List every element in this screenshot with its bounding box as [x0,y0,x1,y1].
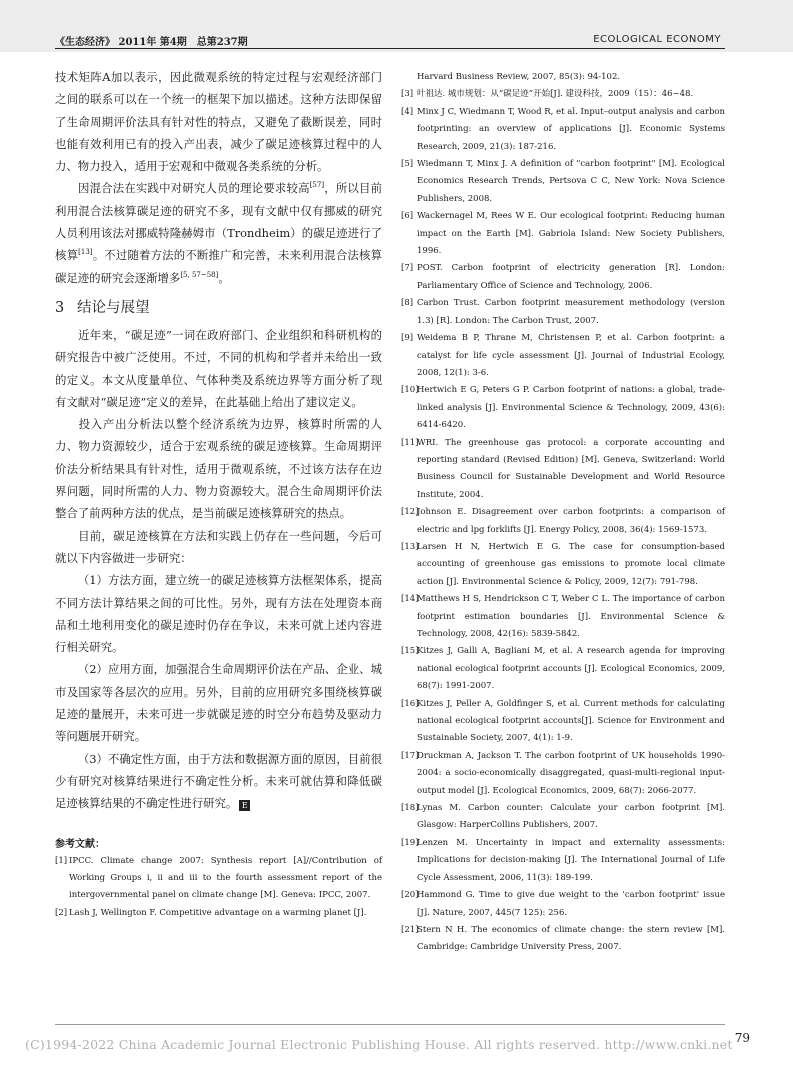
reference-text: Wackernagel M, Rees W E. Our ecological footprint: Reducing human impact on the Earth [M]. Gabriola Island: New Society Publishers, 1996. [417,211,725,257]
footer-rule [55,1024,725,1025]
reference-text: Larsen H N, Hertwich E G. The case for consumption-based accounting of greenhouse gas emissions to promote local climate action [J]. Environmental Science & Policy, 2009, 12(7): 791-798. [417,541,725,587]
references-list-right [401,86,725,956]
reference-number: [8] [401,298,414,309]
left-column [55,66,382,922]
reference-item [401,643,725,695]
reference-text: Weidema B P, Thrane M, Christensen P, et al. Carbon footprint: a catalyst for life cycle assessment [J]. Journal of Industrial Ecology, 2008, 12(1): 3-6. [417,333,725,378]
reference-number: [17] [401,750,419,761]
reference-number: [14] [401,594,419,605]
reference-item [401,922,725,957]
paragraph-7: （2）应用方面，加强混合生命周期评价法在产品、企业、城市及国家等各层次的应用。另外，目前的应用研究多围绕核算碳足迹的量展开，未来可进一步就碳足迹的时空分布趋势及驱动力等问题展开研究。 [55,662,382,744]
reference-number: [11] [401,437,419,448]
reference-number: [12] [401,507,419,518]
reference-item [401,748,725,800]
reference-text: Carbon Trust. Carbon footprint measurement methodology (version 1.3) [R]. London: The Carbon Trust, 2007. [417,298,725,326]
reference-text: WRI. The greenhouse gas protocol: a corporate accounting and reporting standard (Revised Edition) [M]. Geneva, Switzerland: World Business Council for Sustainable Development and World Resource Institute, 2004. [417,437,725,500]
end-mark-icon: E [239,800,250,811]
reference-number: [4] [401,106,414,117]
reference-item [401,156,725,208]
reference-number: [10] [401,385,419,396]
reference-continuation: Harvard Business Review, 2007, 85(3): 94-102. [417,72,621,82]
reference-text: IPCC. Climate change 2007: Synthesis report [A]//Contribution of Working Groups i, ii and iii to the fourth assessment report of the intergovernmental panel on climate change [M]. Geneva: IPCC, 2007. [69,855,382,901]
citation: [13] [78,248,93,257]
reference-item [55,905,382,922]
section-heading [55,297,382,319]
reference-number: [7] [401,263,414,274]
reference-number: [13] [401,541,419,552]
reference-text: Minx J C, Wiedmann T, Wood R, et al. Input–output analysis and carbon footprinting: an overview of applications [J]. Economic Systems Research, 2009, 21(3): 187-216. [417,106,725,152]
reference-number: [16] [401,698,419,709]
reference-text: Lenzen M. Uncertainty in impact and externality assessments: Implications for decision-making [J]. The International Journal of Life Cycle Assessment, 2006, 11(3): 189-199. [417,837,725,883]
reference-text: Hertwich E G, Peters G P. Carbon footprint of nations: a global, trade-linked analysis [J]. Environmental Science & Technology, 2009, 43(6): 6414-6420. [417,385,725,431]
reference-number: [5] [401,159,414,170]
reference-text: Johnson E. Disagreement over carbon footprints: a comparison of electric and lpg forklifts [J]. Energy Policy, 2008, 36(4): 1569-1573. [417,507,725,535]
reference-text: Kitzes J, Peller A, Goldfinger S, et al. Current methods for calculating national ecological footprint accounts[J]. Science for Environment and Sustainable Society, 2007, 4(1): 1-9. [417,698,725,744]
citation: [5, 57~58] [180,270,219,279]
reference-number: [21] [401,924,419,935]
reference-text: Kitzes J, Galli A, Bagliani M, et al. A research agenda for improving national ecological footprint accounts [J]. Ecological Economics, 2009, 68(7): 1991-2007. [417,646,725,692]
paragraph-6: （1）方法方面，建立统一的碳足迹核算方法框架体系，提高不同方法计算结果之间的可比性。另外，现有方法在处理资本商品和土地利用变化的碳足迹时仍存在争议，未来可就上述内容进行相关研究。 [55,573,382,655]
reference-item [401,382,725,434]
reference-text: Stern N H. The economics of climate change: the stern review [M]. Cambridge: Cambridge University Press, 2007. [417,924,725,953]
reference-item [401,260,725,295]
reference-text: Wiedmann T, Minx J. A definition of "carbon footprint" [M]. Ecological Economics Research Trends, Pertsova C C, New York: Nova Science Publishers, 2008. [417,159,725,204]
header-rule [55,48,725,49]
reference-text: 叶祖达. 城市规划：从“碳足迹”开始[J]. 建设科技，2009（15）：46~48. [417,89,694,100]
reference-item [401,504,725,539]
reference-text: POST. Carbon footprint of electricity generation [R]. London: Parliamentary Office of Science and Technology, 2006. [417,263,725,291]
page-number: 79 [734,1031,750,1045]
reference-number: [2] [55,907,68,918]
reference-item [401,800,725,835]
references-list-left [55,853,382,923]
reference-item [401,591,725,643]
reference-item [401,104,725,156]
reference-item [401,887,725,922]
paragraph-5: 目前，碳足迹核算在方法和实践上仍存在一些问题，今后可就以下内容做进一步研究： [55,528,382,565]
citation: [57] [309,181,325,190]
reference-text: Druckman A, Jackson T. The carbon footprint of UK households 1990-2004: a socio-economically disaggregated, quasi-multi-regional input-output model [J]. Ecological Economics, 2009, 68(7): 2066-2077. [417,750,725,796]
journal-issue: 《生态经济》 2011年 第4期 总第237期 [55,37,248,48]
reference-text: Lash J, Wellington F. Competitive advantage on a warming planet [J]. [69,907,367,918]
section-number: 3 [55,299,65,316]
reference-number: [6] [401,211,414,222]
reference-number: [15] [401,646,419,657]
reference-item [401,696,725,748]
section-title: 结论与展望 [77,299,150,316]
paragraph-4: 投入产出分析法以整个经济系统为边界，核算时所需的人力、物力资源较少，适合于宏观系统的碳足迹核算。生命周期评价法分析结果具有针对性，适用于微观系统，不过该方法存在边界问题，同时所需的人力、物力资源较大。混合生命周期评价法整合了前两种方法的优点，是当前碳足迹核算研究的热点。 [55,417,382,521]
reference-text: Hammond G. Time to give due weight to the 'carbon footprint' issue [J]. Nature, 2007, 445(7 125): 256. [417,890,725,918]
references-heading: 参考文献： [55,838,105,850]
paragraph-2: 因混合法在实践中对研究人员的理论要求较高[57]，所以目前利用混合法核算碳足迹的研究不多，现有文献中仅有挪威的研究人员利用该法对挪威特隆赫姆市（Trondheim）的碳足迹进行了核算[13]。不过随着方法的不断推广和完善，未来利用混合法核算碳足迹的研究会逐渐增多[5, 57~58]。 [55,181,382,285]
journal-title-en: ECOLOGICAL ECONOMY [593,34,721,45]
reference-number: [19] [401,837,419,848]
right-column [401,69,725,957]
running-header [0,0,793,52]
reference-number: [9] [401,333,414,344]
reference-item [401,435,725,505]
reference-item [401,539,725,591]
reference-number: [18] [401,803,419,814]
reference-item [401,86,725,103]
paragraph-8: （3）不确定性方面，由于方法和数据源方面的原因，目前很少有研究对核算结果进行不确定性分析。未来可就估算和降低碳足迹核算结果的不确定性进行研究。 E [55,751,382,811]
paragraph-1: 技术矩阵A加以表示，因此微观系统的特定过程与宏观经济部门之间的联系可以在一个统一的框架下加以描述。这种方法即保留了生命周期评价法具有针对性的特点，又避免了截断误差，同时也能有效利用已有的投入产出表，减少了碳足迹核算过程中的人力、物力投入，适用于宏观和中微观各类系统的分析。 [55,70,382,174]
copyright-watermark: (C)1994-2022 China Academic Journal Electronic Publishing House. All rights reserved. http://www.cnki.net [25,1037,733,1052]
reference-item [401,295,725,330]
reference-item [55,853,382,905]
reference-text: Lynas M. Carbon counter: Calculate your carbon footprint [M]. Glasgow: HarperCollins Publishers, 2007. [417,803,725,831]
reference-item [401,835,725,887]
reference-item [401,208,725,260]
reference-item [401,330,725,382]
paragraph-3: 近年来，“碳足迹”一词在政府部门、企业组织和科研机构的研究报告中被广泛使用。不过，不同的机构和学者并未给出一致的定义。本文从度量单位、气体种类及系统边界等方面分析了现有文献对“碳足迹”定义的差异，在此基础上给出了建议定义。 [55,327,382,409]
reference-number: [3] [401,89,414,100]
reference-text: Matthews H S, Hendrickson C T, Weber C L. The importance of carbon footprint estimation boundaries [J]. Environmental Science & Technology, 2008, 42(16): 5839-5842. [417,594,725,639]
reference-number: [20] [401,890,419,901]
reference-number: [1] [55,855,68,866]
